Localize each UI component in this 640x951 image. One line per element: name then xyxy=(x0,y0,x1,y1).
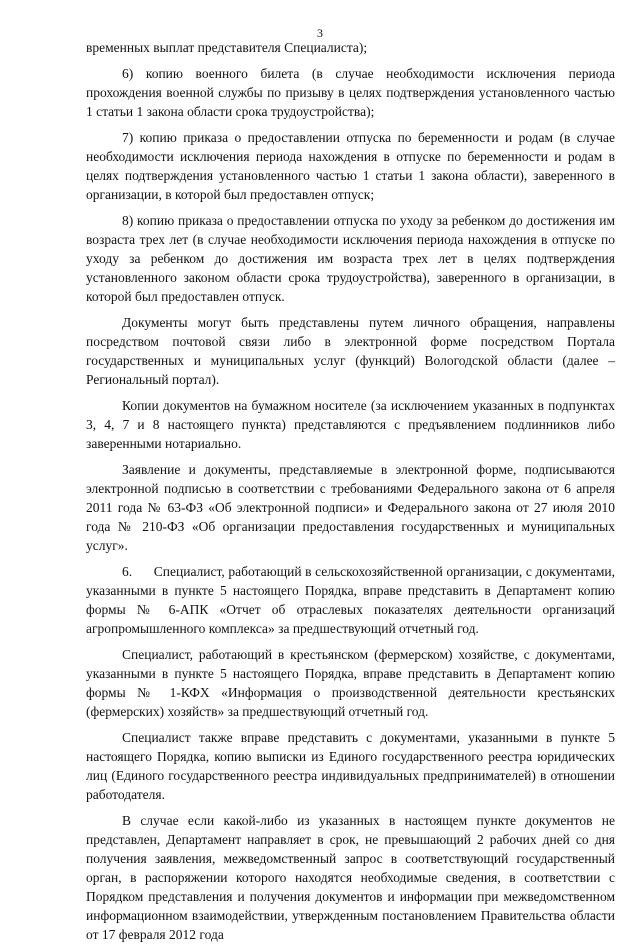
paragraph-continuation: временных выплат представителя Специалиста); xyxy=(86,40,368,55)
paragraph-clause-6: 6. Специалист, работающий в сельскохозяйственной организации, с документами, указанными в пункте 5 настоящего Порядка, вправе представить в Департамент копию формы № 6-АПК «Отчет об отраслевых показателях деятельности организаций агропромышленного комплекса» за предшествующий отчетный год. xyxy=(86,564,619,636)
paragraph-electronic-signature: Заявление и документы, представляемые в электронной форме, подписываются электронной подписью в соответствии с требованиями Федерального закона от 6 апреля 2011 года № 63-ФЗ «Об электронной подписи» и Федерального закона от 27 июля 2010 года № 210-ФЗ «Об организации предоставления государственных и муниципальных услуг». xyxy=(86,462,615,553)
paragraph-item-8: 8) копию приказа о предоставлении отпуска по уходу за ребенком до достижения им возраста трех лет (в случае необходимости исключения периода нахождения в отпуске по уходу за ребенком до достижения им возраста трех лет в целях подтверждения установленного законом области срока трудоустройства), заверенного в организации, в которой был предоставлен отпуск. xyxy=(86,213,615,304)
paragraph-paper-copies: Копии документов на бумажном носителе (за исключением указанных в подпунктах 3, 4, 7 и 8 настоящего пункта) представляются с предъявлением подлинников либо заверенными нотариально. xyxy=(86,398,615,451)
document-body xyxy=(86,38,619,951)
paragraph-registry-extract: Специалист также вправе представить с документами, указанными в пункте 5 настоящего Порядка, копию выписки из Единого государственного реестра юридических лиц (Единого государственного реестра индивидуальных предпринимателей) в отношении работодателя. xyxy=(86,730,615,802)
paragraph-item-6: 6) копию военного билета (в случае необходимости исключения периода прохождения военной службы по призыву в целях подтверждения установленного частью 1 статьи 1 закона области срока трудоустройства); xyxy=(86,66,615,119)
paragraph-item-7: 7) копию приказа о предоставлении отпуска по беременности и родам (в случае необходимости исключения периода нахождения в отпуске по беременности и родам в целях подтверждения установленного частью 1 статьи 1 закона области), заверенного в организации, в которой был предоставлен отпуск; xyxy=(86,130,615,202)
paragraph-submission-methods: Документы могут быть представлены путем личного обращения, направлены посредством почтовой связи либо в электронной форме посредством Портала государственных и муниципальных услуг (функций) Вологодской области (далее – Региональный портал). xyxy=(86,315,615,387)
paragraph-farm-specialist: Специалист, работающий в крестьянском (фермерском) хозяйстве, с документами, указанными в пункте 5 настоящего Порядка, вправе представить в Департамент копию формы № 1-КФХ «Информация о производственной деятельности крестьянских (фермерских) хозяйств» за предшествующий отчетный год. xyxy=(86,647,615,719)
page-number: 3 xyxy=(317,26,323,40)
paragraph-interagency-request: В случае если какой-либо из указанных в настоящем пункте документов не представлен, Департамент направляет в срок, не превышающий 2 рабочих дней со дня получения заявления, межведомственный запрос в соответствующий государственный орган, в распоряжении которого находятся необходимые сведения, в соответствии с Порядком представления и получения документов и информации при межведомственном информационном взаимодействии, утвержденным постановлением Правительства области от 17 февраля 2012 года xyxy=(86,813,615,942)
